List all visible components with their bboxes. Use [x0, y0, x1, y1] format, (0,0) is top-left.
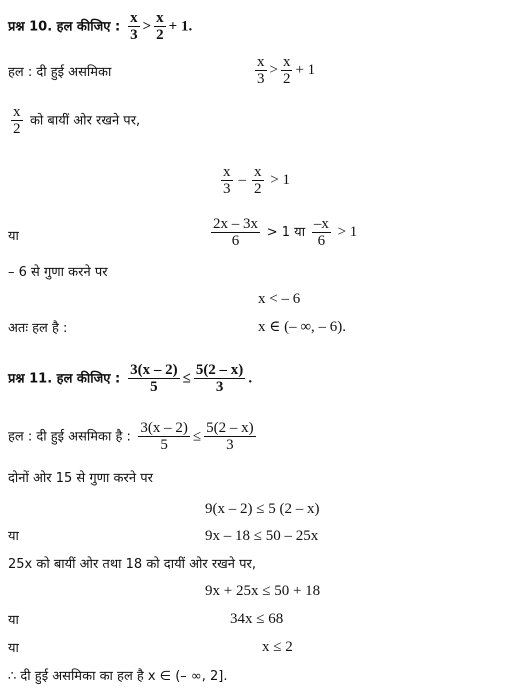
q11-heading: प्रश्न 11. हल कीजिए : $\frac{3(x - 2)}{5}$ ≤ $\frac{5(2 - x)}{3}$ . — [8, 362, 253, 395]
q10-ineq-frac-2: $\frac{x}{2}$ — [282, 54, 291, 87]
q11-step-2: 9x – 18 ≤ 50 – 25x — [205, 528, 319, 544]
q11-conclusion: ∴ दी हुई असमिका का हल है x ∈ (– ∞, 2]. — [8, 669, 228, 684]
q11-step-3: 9x + 25x ≤ 50 + 18 — [205, 583, 321, 599]
q10-step-1: $\frac{x}{3}$ – $\frac{x}{2}$ > 1 — [223, 164, 290, 197]
q10-step2-frac-1: $\frac{2x - 3x}{6}$ — [213, 216, 258, 249]
q10-multiply-text: – 6 से गुणा करने पर — [8, 265, 108, 280]
q11-ya-3: या — [8, 641, 19, 656]
q11-ya-2: या — [8, 613, 19, 628]
q11-ya-1: या — [8, 529, 19, 544]
q11-multiply-text: दोनों ओर 15 से गुणा करने पर — [8, 471, 153, 486]
q10-tail: + 1. — [168, 18, 193, 35]
q10-step1-frac-1: $\frac{x}{3}$ — [223, 164, 231, 197]
q10-answer-label: अतः हल है : — [8, 321, 68, 336]
q10-move-frac: $\frac{x}{2}$ — [13, 104, 21, 137]
q11-frac-2: $\frac{5(2 - x)}{3}$ — [195, 362, 244, 395]
q10-move-step — [8, 104, 140, 137]
q11-step-4: 34x ≤ 68 — [230, 611, 284, 627]
q11-ineq-frac-1: $\frac{3(x - 2)}{5}$ — [140, 420, 188, 453]
q11-ineq-frac-2: $\frac{5(2 - x)}{3}$ — [206, 420, 254, 453]
q10-given-inequality: $\frac{x}{3}$ > $\frac{x}{2}$ + 1 — [257, 54, 316, 87]
q10-solution-label: हल : दी हुई असमिका — [8, 65, 112, 80]
q10-move-text: को बायीं ओर रखने पर, — [29, 113, 141, 129]
q10-step2-frac-2: $\frac{-x}{6}$ — [313, 216, 329, 249]
q10-label: प्रश्न 10. हल कीजिए : — [8, 19, 121, 35]
q10-gt: > — [142, 18, 152, 35]
q10-frac-1: $\frac{x}{3}$ — [130, 10, 138, 43]
q10-step1-frac-2: $\frac{x}{2}$ — [254, 164, 262, 197]
q10-answer-value: x ∈ (– ∞, – 6). — [258, 319, 347, 335]
q11-le: ≤ — [182, 370, 191, 387]
q10-heading — [8, 10, 192, 43]
q10-step-2: $\frac{2x - 3x}{6}$ > 1 या $\frac{-x}{6}$ > 1 — [213, 216, 358, 249]
q11-frac-1: $\frac{3(x - 2)}{5}$ — [130, 362, 178, 395]
q11-step-1: 9(x – 2) ≤ 5 (2 – x) — [205, 501, 320, 517]
q10-ineq-frac-1: $\frac{x}{3}$ — [257, 54, 265, 87]
q11-solution-line: हल : दी हुई असमिका है : $\frac{3(x - 2)}{5}$ ≤ $\frac{5(2 - x)}{3}$ — [8, 420, 254, 453]
q11-solution-label: हल : दी हुई असमिका है : — [8, 429, 131, 445]
q11-step-5: x ≤ 2 — [262, 639, 293, 655]
q10-ya-1: या — [8, 229, 19, 244]
q11-label: प्रश्न 11. हल कीजिए : — [8, 371, 121, 387]
q10-frac-2: $\frac{x}{2}$ — [156, 10, 164, 43]
q10-result: x < – 6 — [258, 291, 301, 307]
q11-move-text: 25x को बायीं ओर तथा 18 को दायीं ओर रखने पर, — [8, 557, 256, 572]
